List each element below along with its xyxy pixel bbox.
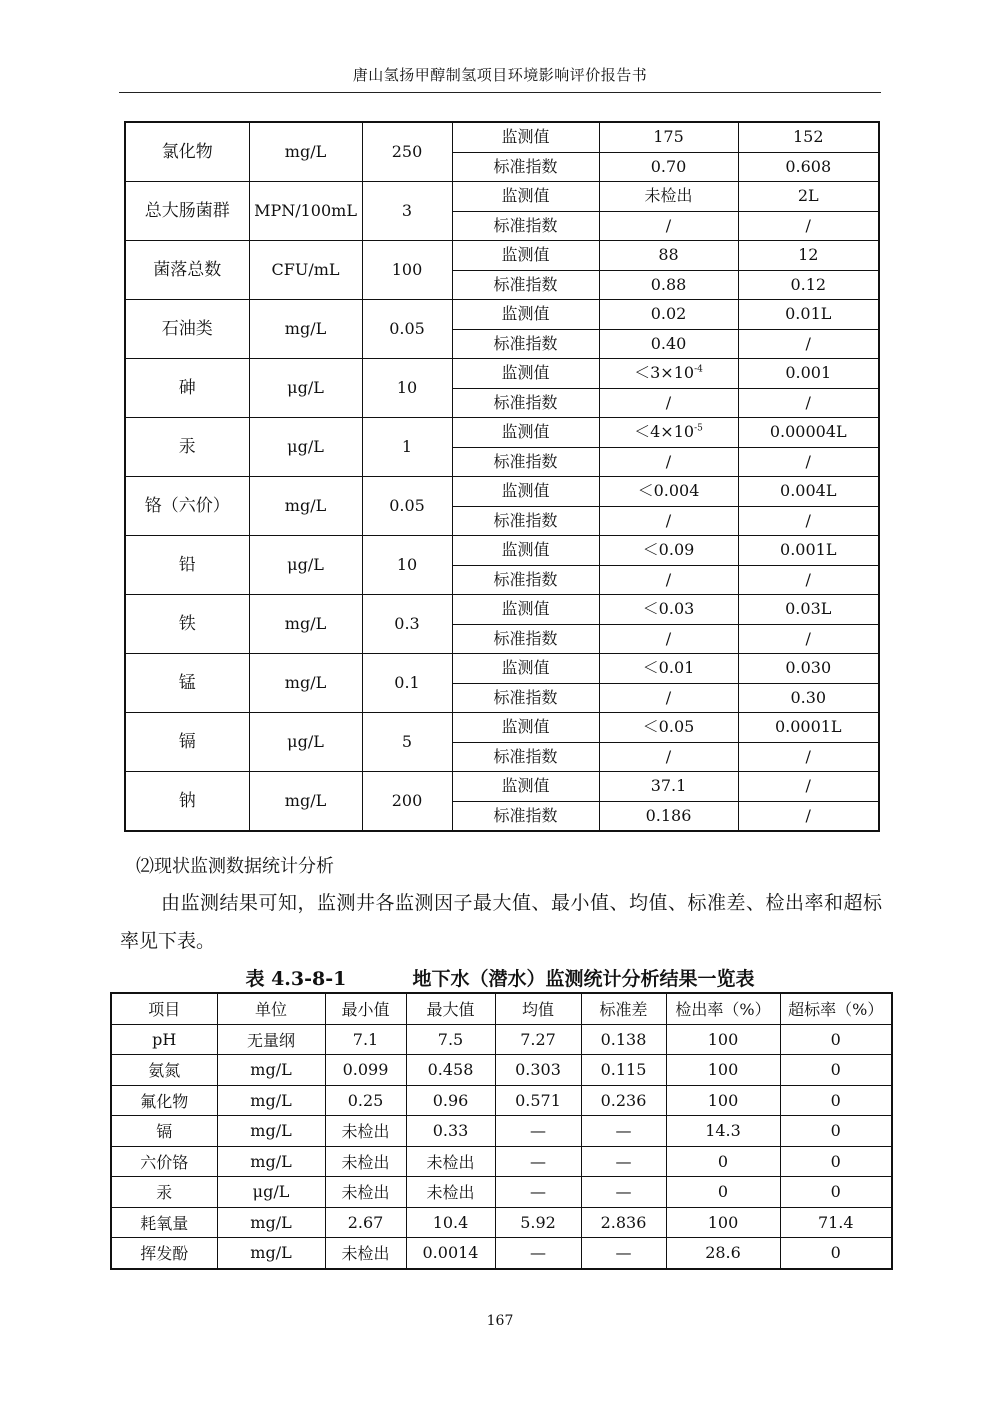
value-type-label: 标准指数 bbox=[452, 624, 599, 654]
table-cell: 0.96 bbox=[406, 1085, 495, 1116]
table-cell: 0 bbox=[780, 1116, 892, 1147]
parameter-name: 氯化物 bbox=[125, 122, 249, 182]
column-header: 最小值 bbox=[325, 993, 406, 1024]
value-type-label: 标准指数 bbox=[452, 506, 599, 536]
monitored-value-b: 0.001L bbox=[738, 536, 879, 566]
monitored-value-a: ＜0.03 bbox=[599, 595, 738, 625]
monitored-value-b: 0.0001L bbox=[738, 713, 879, 743]
parameter-name: 镉 bbox=[125, 713, 249, 772]
monitored-value-a: ＜0.004 bbox=[599, 477, 738, 507]
column-header: 均值 bbox=[495, 993, 581, 1024]
value-base: ＜4×10 bbox=[634, 422, 695, 442]
value-base: ＜3×10 bbox=[634, 363, 695, 383]
standard-limit: 10 bbox=[362, 359, 452, 418]
table-cell: 7.1 bbox=[325, 1024, 406, 1055]
value-type-label: 监测值 bbox=[452, 477, 599, 507]
parameter-name: 锰 bbox=[125, 654, 249, 713]
monitored-value-a: 37.1 bbox=[599, 772, 738, 802]
monitored-value-b: 0.03L bbox=[738, 595, 879, 625]
value-type-label: 监测值 bbox=[452, 536, 599, 566]
table-cell: — bbox=[495, 1116, 581, 1147]
value-type-label: 监测值 bbox=[452, 418, 599, 448]
standard-limit: 100 bbox=[362, 241, 452, 300]
standard-limit: 200 bbox=[362, 772, 452, 832]
table-cell: 0.236 bbox=[581, 1085, 666, 1116]
value-type-label: 标准指数 bbox=[452, 683, 599, 713]
unit-cell: mg/L bbox=[249, 300, 362, 359]
table-cell: 10.4 bbox=[406, 1207, 495, 1238]
table-cell: 0 bbox=[780, 1177, 892, 1208]
table-cell: mg/L bbox=[217, 1116, 325, 1147]
table-cell: 未检出 bbox=[325, 1177, 406, 1208]
table-cell: 2.67 bbox=[325, 1207, 406, 1238]
monitored-value-a bbox=[599, 359, 738, 389]
table-cell: 耗氧量 bbox=[111, 1207, 217, 1238]
table-cell: 0.458 bbox=[406, 1055, 495, 1086]
unit-cell: μg/L bbox=[249, 359, 362, 418]
table-cell: 0.25 bbox=[325, 1085, 406, 1116]
table-row bbox=[125, 300, 879, 330]
standard-index-b: / bbox=[738, 624, 879, 654]
unit-cell: μg/L bbox=[249, 536, 362, 595]
parameter-name: 菌落总数 bbox=[125, 241, 249, 300]
monitored-value-a: ＜0.05 bbox=[599, 713, 738, 743]
standard-index-a: / bbox=[599, 211, 738, 241]
value-type-label: 监测值 bbox=[452, 654, 599, 684]
standard-limit: 0.05 bbox=[362, 300, 452, 359]
standard-index-a: / bbox=[599, 565, 738, 595]
value-type-label: 监测值 bbox=[452, 359, 599, 389]
table-cell: mg/L bbox=[217, 1238, 325, 1269]
table-cell: 28.6 bbox=[666, 1238, 780, 1269]
table-row bbox=[125, 536, 879, 566]
header-row bbox=[111, 993, 892, 1024]
value-exponent: -5 bbox=[694, 424, 703, 435]
standard-limit: 250 bbox=[362, 122, 452, 182]
table-cell: 71.4 bbox=[780, 1207, 892, 1238]
monitored-value-b: 0.030 bbox=[738, 654, 879, 684]
column-header: 项目 bbox=[111, 993, 217, 1024]
table-cell: 100 bbox=[666, 1085, 780, 1116]
column-header: 单位 bbox=[217, 993, 325, 1024]
table-caption bbox=[0, 964, 1000, 991]
value-type-label: 监测值 bbox=[452, 241, 599, 271]
caption-title: 地下水（潜水）监测统计分析结果一览表 bbox=[412, 968, 755, 990]
monitored-value-a: 175 bbox=[599, 122, 738, 152]
table-cell: — bbox=[581, 1116, 666, 1147]
table-cell: 挥发酚 bbox=[111, 1238, 217, 1269]
table-cell: 0.303 bbox=[495, 1055, 581, 1086]
monitored-value-a: ＜0.09 bbox=[599, 536, 738, 566]
value-type-label: 标准指数 bbox=[452, 270, 599, 300]
table-cell: 0.33 bbox=[406, 1116, 495, 1147]
table-row bbox=[125, 241, 879, 271]
column-header: 标准差 bbox=[581, 993, 666, 1024]
standard-index-a: / bbox=[599, 624, 738, 654]
unit-cell: mg/L bbox=[249, 595, 362, 654]
unit-cell: CFU/mL bbox=[249, 241, 362, 300]
monitored-value-b: 2L bbox=[738, 182, 879, 212]
table-row bbox=[111, 1238, 892, 1269]
table-row bbox=[111, 1177, 892, 1208]
table-row bbox=[125, 595, 879, 625]
table-cell: 7.27 bbox=[495, 1024, 581, 1055]
standard-limit: 0.1 bbox=[362, 654, 452, 713]
standard-index-b: 0.12 bbox=[738, 270, 879, 300]
table-cell: 未检出 bbox=[406, 1146, 495, 1177]
table-cell: 5.92 bbox=[495, 1207, 581, 1238]
standard-limit: 10 bbox=[362, 536, 452, 595]
standard-index-b: / bbox=[738, 801, 879, 831]
monitored-value-b: 12 bbox=[738, 241, 879, 271]
unit-cell: μg/L bbox=[249, 418, 362, 477]
standard-limit: 3 bbox=[362, 182, 452, 241]
table-row bbox=[111, 1116, 892, 1147]
standard-index-a: 0.88 bbox=[599, 270, 738, 300]
standard-limit: 0.3 bbox=[362, 595, 452, 654]
value-type-label: 标准指数 bbox=[452, 447, 599, 477]
table-row bbox=[111, 1207, 892, 1238]
table-cell: 100 bbox=[666, 1024, 780, 1055]
monitored-value-a: ＜0.01 bbox=[599, 654, 738, 684]
table-row bbox=[125, 418, 879, 448]
table-cell: 7.5 bbox=[406, 1024, 495, 1055]
table-row bbox=[111, 1055, 892, 1086]
table-cell: μg/L bbox=[217, 1177, 325, 1208]
table-cell: pH bbox=[111, 1024, 217, 1055]
table-row bbox=[125, 772, 879, 802]
table-cell: 氟化物 bbox=[111, 1085, 217, 1116]
standard-index-a: / bbox=[599, 742, 738, 772]
table-row bbox=[111, 1024, 892, 1055]
monitored-value-b: 0.00004L bbox=[738, 418, 879, 448]
table-row bbox=[125, 654, 879, 684]
header-divider bbox=[119, 92, 881, 93]
monitored-value-b: 0.001 bbox=[738, 359, 879, 389]
table-row bbox=[111, 1085, 892, 1116]
value-type-label: 标准指数 bbox=[452, 565, 599, 595]
value-type-label: 标准指数 bbox=[452, 742, 599, 772]
monitored-value-b: / bbox=[738, 772, 879, 802]
section-subheading: ⑵现状监测数据统计分析 bbox=[136, 856, 334, 877]
parameter-name: 铅 bbox=[125, 536, 249, 595]
value-type-label: 标准指数 bbox=[452, 152, 599, 182]
table-cell: 2.836 bbox=[581, 1207, 666, 1238]
monitored-value-a bbox=[599, 418, 738, 448]
standard-index-a: / bbox=[599, 388, 738, 418]
table-cell: 0 bbox=[666, 1146, 780, 1177]
table-row bbox=[125, 359, 879, 389]
table-cell: 0.099 bbox=[325, 1055, 406, 1086]
parameter-name: 砷 bbox=[125, 359, 249, 418]
standard-index-a: 0.70 bbox=[599, 152, 738, 182]
standard-index-a: 0.40 bbox=[599, 329, 738, 359]
value-type-label: 监测值 bbox=[452, 182, 599, 212]
caption-number: 表 4.3-8-1 bbox=[245, 968, 347, 990]
table-row bbox=[125, 713, 879, 743]
statistics-table bbox=[110, 992, 893, 1270]
table-cell: 0 bbox=[666, 1177, 780, 1208]
table-cell: 镉 bbox=[111, 1116, 217, 1147]
monitored-value-b: 0.01L bbox=[738, 300, 879, 330]
standard-index-b: / bbox=[738, 329, 879, 359]
table-cell: mg/L bbox=[217, 1055, 325, 1086]
table-cell: mg/L bbox=[217, 1085, 325, 1116]
monitored-value-a: 0.02 bbox=[599, 300, 738, 330]
table-cell: mg/L bbox=[217, 1146, 325, 1177]
unit-cell: MPN/100mL bbox=[249, 182, 362, 241]
table-cell: 六价铬 bbox=[111, 1146, 217, 1177]
parameter-name: 钠 bbox=[125, 772, 249, 832]
standard-limit: 5 bbox=[362, 713, 452, 772]
parameter-name: 汞 bbox=[125, 418, 249, 477]
column-header: 超标率（%） bbox=[780, 993, 892, 1024]
monitored-value-a: 未检出 bbox=[599, 182, 738, 212]
body-paragraph: 由监测结果可知，监测井各监测因子最大值、最小值、均值、标准差、检出率和超标率见下表。 bbox=[120, 892, 882, 952]
table-cell: — bbox=[581, 1146, 666, 1177]
value-type-label: 监测值 bbox=[452, 300, 599, 330]
table-row bbox=[125, 477, 879, 507]
value-exponent: -4 bbox=[694, 365, 703, 376]
unit-cell: mg/L bbox=[249, 772, 362, 832]
value-type-label: 标准指数 bbox=[452, 801, 599, 831]
standard-index-b: / bbox=[738, 506, 879, 536]
monitored-value-b: 152 bbox=[738, 122, 879, 152]
value-type-label: 监测值 bbox=[452, 595, 599, 625]
standard-index-a: 0.186 bbox=[599, 801, 738, 831]
standard-index-a: / bbox=[599, 447, 738, 477]
parameter-name: 总大肠菌群 bbox=[125, 182, 249, 241]
table-cell: 未检出 bbox=[325, 1238, 406, 1269]
standard-limit: 1 bbox=[362, 418, 452, 477]
table-cell: — bbox=[581, 1238, 666, 1269]
table-cell: 0 bbox=[780, 1146, 892, 1177]
table-cell: 100 bbox=[666, 1055, 780, 1086]
table-row bbox=[111, 1146, 892, 1177]
table-cell: 未检出 bbox=[325, 1146, 406, 1177]
table-row bbox=[125, 182, 879, 212]
table-cell: — bbox=[495, 1146, 581, 1177]
parameter-name: 铬（六价） bbox=[125, 477, 249, 536]
table-cell: 14.3 bbox=[666, 1116, 780, 1147]
unit-cell: mg/L bbox=[249, 654, 362, 713]
unit-cell: μg/L bbox=[249, 713, 362, 772]
table-cell: 0 bbox=[780, 1055, 892, 1086]
table-cell: 未检出 bbox=[406, 1177, 495, 1208]
value-type-label: 监测值 bbox=[452, 122, 599, 152]
parameter-name: 石油类 bbox=[125, 300, 249, 359]
table-cell: 氨氮 bbox=[111, 1055, 217, 1086]
table-cell: 100 bbox=[666, 1207, 780, 1238]
table-cell: — bbox=[495, 1177, 581, 1208]
standard-index-a: / bbox=[599, 506, 738, 536]
table-cell: 0.115 bbox=[581, 1055, 666, 1086]
table-cell: 0 bbox=[780, 1085, 892, 1116]
monitored-value-b: 0.004L bbox=[738, 477, 879, 507]
table-cell: 无量纲 bbox=[217, 1024, 325, 1055]
table-cell: 0.138 bbox=[581, 1024, 666, 1055]
column-header: 最大值 bbox=[406, 993, 495, 1024]
value-type-label: 监测值 bbox=[452, 772, 599, 802]
standard-limit: 0.05 bbox=[362, 477, 452, 536]
value-type-label: 标准指数 bbox=[452, 211, 599, 241]
table-cell: 0.571 bbox=[495, 1085, 581, 1116]
standard-index-a: / bbox=[599, 683, 738, 713]
table-cell: 0 bbox=[780, 1024, 892, 1055]
table-cell: — bbox=[581, 1177, 666, 1208]
standard-index-b: 0.608 bbox=[738, 152, 879, 182]
table-cell: 汞 bbox=[111, 1177, 217, 1208]
monitored-value-a: 88 bbox=[599, 241, 738, 271]
column-header: 检出率（%） bbox=[666, 993, 780, 1024]
table-cell: — bbox=[495, 1238, 581, 1269]
table-cell: 0.0014 bbox=[406, 1238, 495, 1269]
standard-index-b: / bbox=[738, 388, 879, 418]
value-type-label: 标准指数 bbox=[452, 388, 599, 418]
table-cell: 0 bbox=[780, 1238, 892, 1269]
standard-index-b: / bbox=[738, 211, 879, 241]
table-cell: mg/L bbox=[217, 1207, 325, 1238]
monitoring-results-table bbox=[124, 121, 880, 832]
value-type-label: 标准指数 bbox=[452, 329, 599, 359]
standard-index-b: / bbox=[738, 565, 879, 595]
parameter-name: 铁 bbox=[125, 595, 249, 654]
standard-index-b: / bbox=[738, 742, 879, 772]
page-header-title: 唐山氢扬甲醇制氢项目环境影响评价报告书 bbox=[352, 66, 648, 84]
table-cell: 未检出 bbox=[325, 1116, 406, 1147]
page-number: 167 bbox=[486, 1313, 514, 1329]
unit-cell: mg/L bbox=[249, 477, 362, 536]
unit-cell: mg/L bbox=[249, 122, 362, 182]
value-type-label: 监测值 bbox=[452, 713, 599, 743]
standard-index-b: 0.30 bbox=[738, 683, 879, 713]
standard-index-b: / bbox=[738, 447, 879, 477]
table-row bbox=[125, 122, 879, 152]
